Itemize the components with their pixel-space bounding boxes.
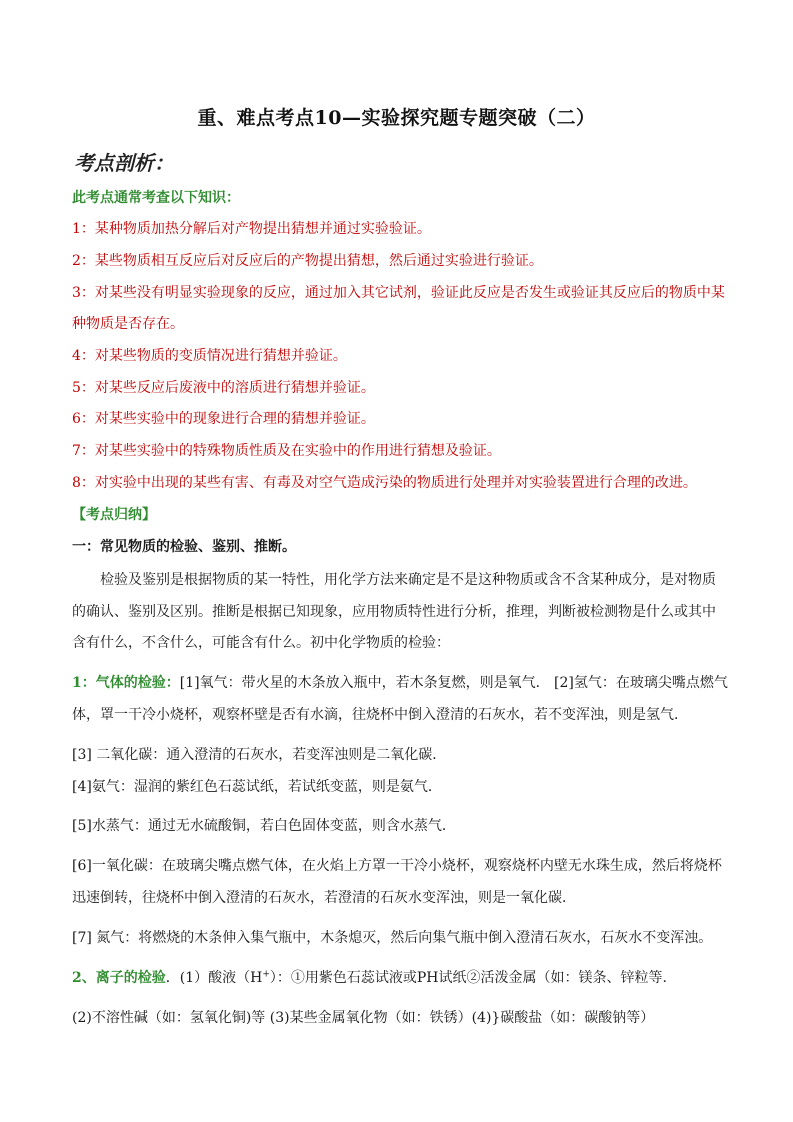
summary-heading: 【考点归纳】 <box>72 507 156 523</box>
gas-line-1 <box>72 674 728 692</box>
point-text: 对某些物质的变质情况进行猜想并验证。 <box>94 348 347 364</box>
point-number: 8： <box>72 475 95 491</box>
point-text: 对某些实验中的现象进行合理的猜想并验证。 <box>94 411 375 427</box>
page-title: 重、难点考点10—实验探究题专题突破（二） <box>197 107 596 129</box>
paragraph-line-2: 的确认、鉴别及区别。推断是根据已知现象，应用物质特性进行分析，推理，判断被检测物是什么或其中 <box>72 604 716 620</box>
gas-line-8: [7] 氮气：将燃烧的木条伸入集气瓶中，木条熄灭，然后向集气瓶中倒入澄清石灰水，石灰水不变浑浊。 <box>72 930 713 946</box>
gas-line-6: [6]一氧化碳：在玻璃尖嘴点燃气体，在火焰上方罩一干冷小烧杯，观察烧杯内壁无水珠生成，然后将烧杯 <box>72 858 722 874</box>
gas-line-5: [5]水蒸气：通过无水硫酸铜，若白色固体变蓝，则含水蒸气． <box>72 818 456 834</box>
ion-line-1 <box>72 969 667 987</box>
point-number: 2： <box>72 253 95 269</box>
intro-line: 此考点通常考查以下知识： <box>72 190 240 206</box>
point-7 <box>72 442 501 460</box>
point-number: 4： <box>72 348 95 364</box>
point-text: 对实验中出现的某些有害、有毒及对空气造成污染的物质进行处理并对实验装置进行合理的改进。 <box>94 475 697 491</box>
gas-line-2: 体，罩一干冷小烧杯，观察杯壁是否有水滴，往烧杯中倒入澄清的石灰水，若不变浑浊，则是氢气． <box>72 707 688 723</box>
gas-line-3: [3] 二氧化碳：通入澄清的石灰水，若变浑浊则是二氧化碳． <box>72 747 447 763</box>
paragraph-line-3: 含有什么，不含什么，可能含有什么。初中化学物质的检验： <box>72 635 450 651</box>
ion-text-a: ．(1）酸液（H <box>165 970 263 986</box>
gas-text: [1]氧气：带火星的木条放入瓶中，若木条复燃，则是氧气． [2]氢气：在玻璃尖嘴点燃气 <box>179 675 728 691</box>
point-number: 3： <box>72 285 95 301</box>
point-3-cont <box>72 315 184 333</box>
section-heading: 考点剖析： <box>74 151 174 175</box>
point-6 <box>72 410 375 428</box>
point-3 <box>72 284 725 302</box>
point-text: 某种物质加热分解后对产物提出猜想并通过实验验证。 <box>94 221 431 237</box>
point-text: 某些物质相互反应后对反应后的产物提出猜想，然后通过实验进行验证。 <box>94 253 543 269</box>
ion-line-2: (2)不溶性碱（如：氢氧化铜)等 (3)某些金属氧化物（如：铁锈）(4)}碳酸盐（如：碳酸钠等） <box>72 1010 655 1026</box>
point-number: 7： <box>72 443 95 459</box>
point-text: 种物质是否存在。 <box>72 316 184 332</box>
subheading-1: 一：常见物质的检验、鉴别、推断。 <box>72 539 296 555</box>
point-number: 6： <box>72 411 95 427</box>
point-number: 5： <box>72 380 95 396</box>
point-8 <box>72 474 697 492</box>
point-text: 对某些反应后废液中的溶质进行猜想并验证。 <box>94 380 375 396</box>
point-text: 对某些没有明显实验现象的反应，通过加入其它试剂，验证此反应是否发生或验证其反应后的物质中某 <box>94 285 725 301</box>
point-number: 1： <box>72 221 95 237</box>
paragraph-line-1: 检验及鉴别是根据物质的某一特性，用化学方法来确定是不是这种物质或含不含某种成分，是对物质 <box>100 572 716 588</box>
ion-text-b: ）：①用紫色石蕊试液或PH试纸②活泼金属（如：镁条、锌粒等. <box>269 970 667 986</box>
gas-line-7: 迅速倒转，往烧杯中倒入澄清的石灰水，若澄清的石灰水变浑浊，则是一氧化碳． <box>72 890 576 906</box>
gas-label: 1：气体的检验： <box>72 675 180 691</box>
point-4 <box>72 347 347 365</box>
point-1 <box>72 220 431 238</box>
point-5 <box>72 379 375 397</box>
point-text: 对某些实验中的特殊物质性质及在实验中的作用进行猜想及验证。 <box>94 443 501 459</box>
ion-label: 2、离子的检验 <box>72 970 166 986</box>
gas-line-4: [4]氨气：湿润的紫红色石蕊试纸，若试纸变蓝，则是氨气． <box>72 779 442 795</box>
ion-superscript: + <box>262 969 270 980</box>
point-2 <box>72 252 543 270</box>
